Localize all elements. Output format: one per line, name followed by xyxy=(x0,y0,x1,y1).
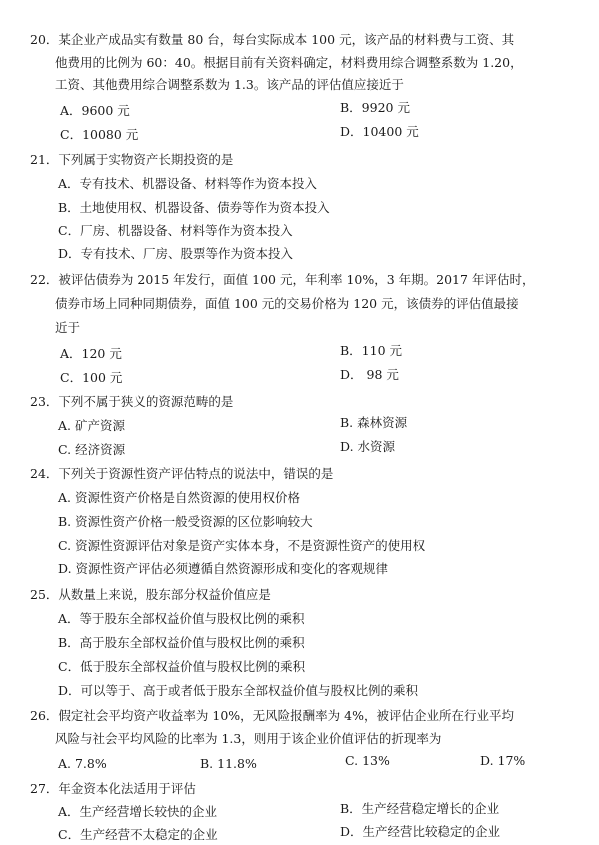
question-20-option-d: D．10400 元 xyxy=(340,124,419,139)
question-23-option-b: B. 森林资源 xyxy=(340,415,408,430)
question-27-option-a: A．生产经营增长较快的企业 xyxy=(58,804,218,819)
question-23-option-c: C. 经济资源 xyxy=(58,442,126,457)
question-23-option-d: D. 水资源 xyxy=(340,439,396,454)
question-20-line-2: 他费用的比例为 60：40。根据目前有关资料确定，材料费用综合调整系数为 1.20， xyxy=(55,55,523,70)
question-26-option-b: B. 11.8% xyxy=(200,756,257,771)
question-24-option-b: B. 资源性资产价格一般受资源的区位影响较大 xyxy=(58,514,313,529)
question-20-line-1: 20．某企业产成品实有数量 80 台，每台实际成本 100 元，该产品的材料费与工资、其 xyxy=(30,32,515,47)
question-20-option-c: C．10080 元 xyxy=(60,127,139,142)
question-20-line-3: 工资、其他费用综合调整系数为 1.3。该产品的评估值应接近于 xyxy=(55,77,404,92)
question-26-option-a: A. 7.8% xyxy=(58,756,107,771)
question-27-option-d: D．生产经营比较稳定的企业 xyxy=(340,824,501,839)
question-22-option-d: D． 98 元 xyxy=(340,367,399,382)
question-27-option-c: C．生产经营不太稳定的企业 xyxy=(58,827,218,842)
question-26-option-d: D. 17% xyxy=(480,753,526,768)
question-20-option-b: B．9920 元 xyxy=(340,100,410,115)
question-27-option-b: B．生产经营稳定增长的企业 xyxy=(340,801,500,816)
question-20-option-a: A．9600 元 xyxy=(60,103,130,118)
question-25-option-d: D．可以等于、高于或者低于股东全部权益价值与股权比例的乘积 xyxy=(58,683,419,698)
question-22-option-a: A．120 元 xyxy=(60,346,122,361)
question-26-option-c: C. 13% xyxy=(345,753,390,768)
question-22-line-3: 近于 xyxy=(55,320,81,335)
question-21-line-1: 21．下列属于实物资产长期投资的是 xyxy=(30,152,234,167)
question-22-line-1: 22．被评估债券为 2015 年发行，面值 100 元，年利率 10%，3 年期。2017 年评估时， xyxy=(30,272,535,287)
question-24-line-1: 24．下列关于资源性资产评估特点的说法中，错误的是 xyxy=(30,466,334,481)
question-25-line-1: 25．从数量上来说，股东部分权益价值应是 xyxy=(30,587,271,602)
question-26-line-1: 26．假定社会平均资产收益率为 10%，无风险报酬率为 4%，被评估企业所在行业平均 xyxy=(30,708,514,723)
question-25-option-b: B．高于股东全部权益价值与股权比例的乘积 xyxy=(58,635,305,650)
question-26-line-2: 风险与社会平均风险的比率为 1.3，则用于该企业价值评估的折现率为 xyxy=(55,731,442,746)
question-23-line-1: 23．下列不属于狭义的资源范畴的是 xyxy=(30,394,234,409)
question-23-option-a: A. 矿产资源 xyxy=(58,418,125,433)
question-24-option-d: D. 资源性资产评估必须遵循自然资源形成和变化的客观规律 xyxy=(58,561,389,576)
question-24-option-c: C. 资源性资源评估对象是资产实体本身，不是资源性资产的使用权 xyxy=(58,538,426,553)
question-22-option-b: B．110 元 xyxy=(340,343,403,358)
question-21-option-b: B．土地使用权、机器设备、债券等作为资本投入 xyxy=(58,200,330,215)
question-22-line-2: 债券市场上同种同期债券，面值 100 元的交易价格为 120 元，该债券的评估值最接 xyxy=(55,296,519,311)
question-24-option-a: A. 资源性资产价格是自然资源的使用权价格 xyxy=(58,490,300,505)
question-21-option-a: A．专有技术、机器设备、材料等作为资本投入 xyxy=(58,176,318,191)
question-21-option-c: C．厂房、机器设备、材料等作为资本投入 xyxy=(58,223,293,238)
question-22-option-c: C．100 元 xyxy=(60,370,123,385)
question-25-option-c: C．低于股东全部权益价值与股权比例的乘积 xyxy=(58,659,306,674)
question-21-option-d: D．专有技术、厂房、股票等作为资本投入 xyxy=(58,246,294,261)
question-27-line-1: 27．年金资本化法适用于评估 xyxy=(30,781,196,796)
question-25-option-a: A．等于股东全部权益价值与股权比例的乘积 xyxy=(58,611,305,626)
